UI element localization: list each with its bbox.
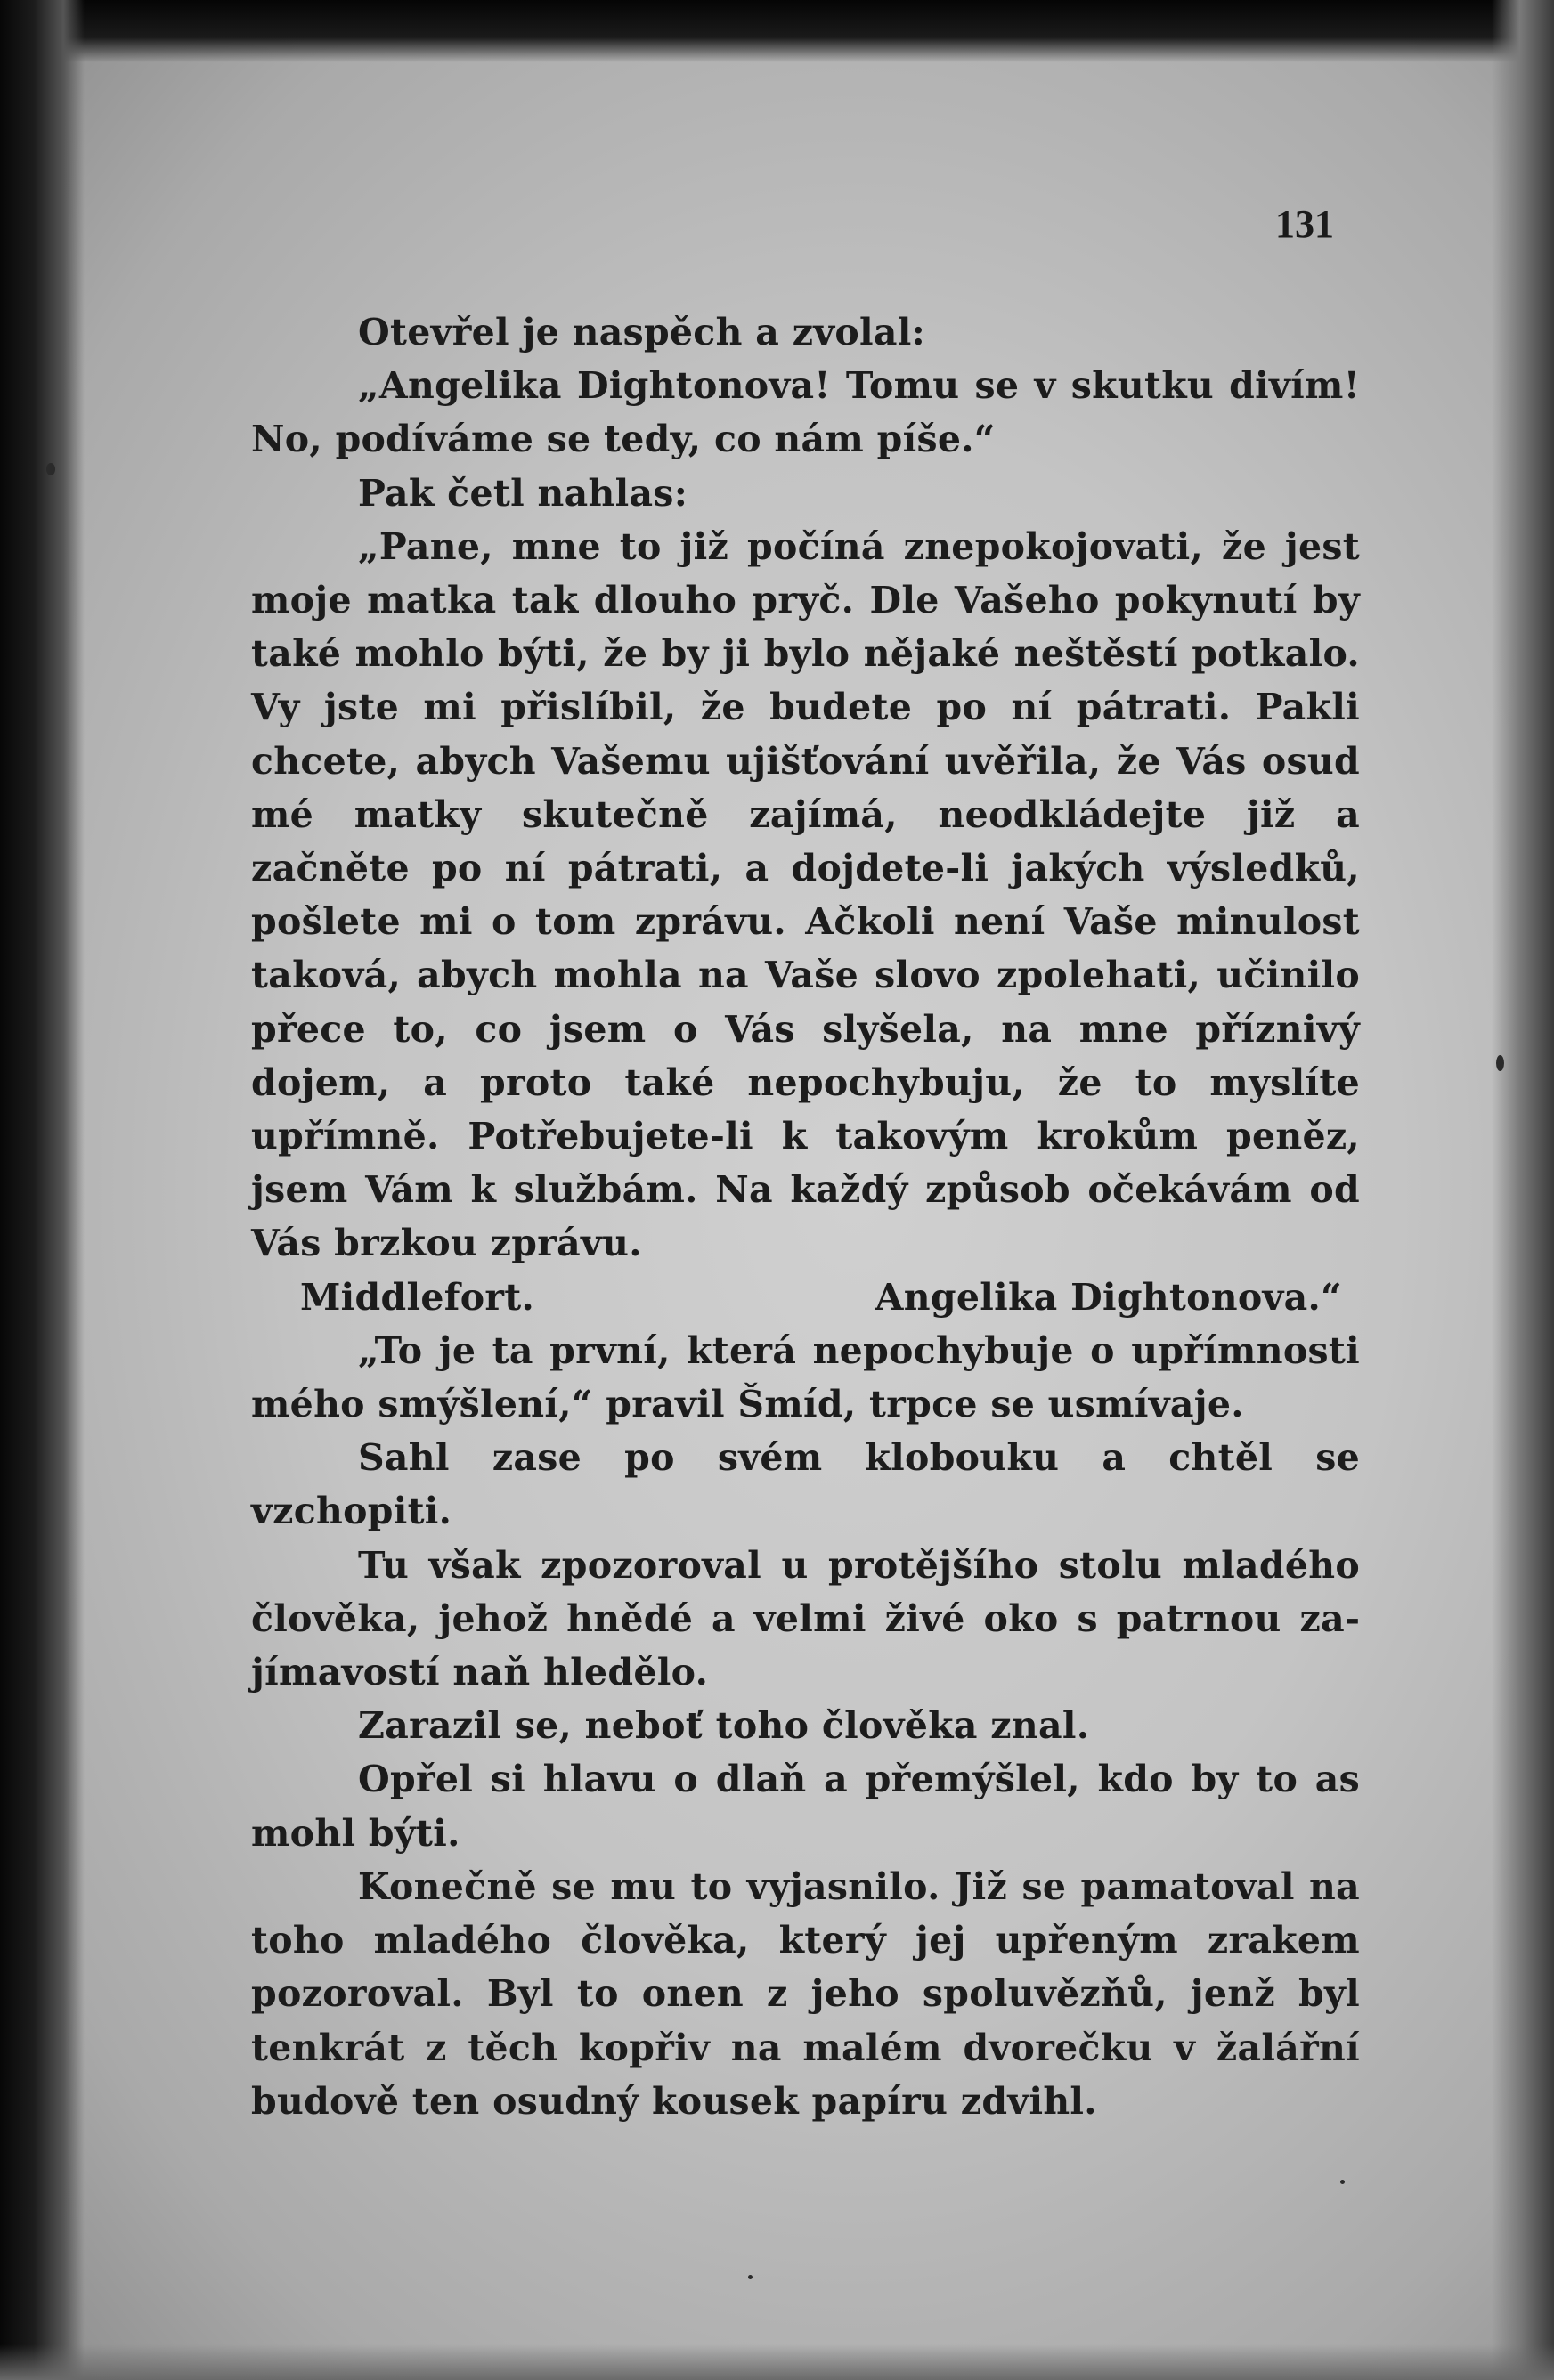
body-text: [251, 305, 1360, 2128]
scan-speck: [1340, 2180, 1345, 2184]
paragraph: Opřel si hlavu o dlaň a přemýšlel, kdo by to as mohl býti.: [251, 1758, 1360, 1855]
paragraph: Sahl zase po svém klobouku a chtěl se vzchopiti.: [251, 1436, 1360, 1533]
paragraph: Konečně se mu to vyjasnilo. Již se pamatoval na toho mladého člověka, který jej upřeným zrakem pozoroval. Byl to onen z jeho spoluvězňů, jenž byl tenkrát z těch kopřiv na malém dvorečku v žalářní budově ten osudný kousek papíru zdvihl.: [251, 1864, 1360, 2123]
paragraph: Zarazil se, neboť toho člověka znal.: [358, 1704, 1090, 1748]
scan-top-shadow: [0, 0, 1554, 62]
paragraph: Otevřel je naspěch a zvolal:: [358, 311, 926, 353]
letter-signature: [251, 1271, 1360, 1324]
scan-speck: [46, 463, 55, 475]
signature-place: Middlefort.: [300, 1275, 535, 1319]
scan-left-binding-shadow: [0, 0, 85, 2380]
scan-speck: [1496, 1055, 1504, 1071]
paragraph: Pak četl nahlas:: [358, 471, 688, 515]
scan-right-edge-shadow: [1492, 0, 1554, 2380]
page-number: 131: [1275, 202, 1334, 246]
scan-bottom-edge: [0, 2344, 1554, 2380]
paragraph: „To je ta první, která nepochybuje o upřímnosti mého smýšlení,“ pravil Šmíd, trpce se usmívaje.: [251, 1328, 1360, 1426]
scan-speck: [748, 2275, 753, 2279]
paragraph: Tu však zpozoroval u protějšího stolu mladého člověka, jehož hnědé a velmi živé oko s patrnou zajímavostí naň hledělo.: [251, 1543, 1360, 1694]
paragraph: „Angelika Dightonova! Tomu se v skutku divím! No, podíváme se tedy, co nám píše.“: [251, 364, 1360, 461]
signature-name: Angelika Dightonova.“: [875, 1275, 1342, 1319]
paragraph: „Pane, mne to již počíná znepokojovati, že jest moje matka tak dlouho pryč. Dle Vašeho pokynutí by také mohlo býti, že by ji bylo nějaké neštěstí potkalo. Vy jste mi přislíbil, že budete po ní pátrati. Pakli chcete, abych Vašemu ujišťování uvěřila, že Vás osud mé matky skutečně zajímá, neodkládejte již a začněte po ní pátrati, a dojdete-li jakých výsledků, pošlete mi o tom zprávu. Ačkoli není Vaše minulost taková, abych mohla na Vaše slovo zpolehati, učinilo přece to, co jsem o Vás slyšela, na mne příznivý dojem, a proto také nepochybuju, že to myslíte upřímně. Potřebujete-li k takovým krokům peněz, jsem Vám k službám. Na každý způsob očekávám od Vás brzkou zprávu.: [251, 524, 1360, 1265]
